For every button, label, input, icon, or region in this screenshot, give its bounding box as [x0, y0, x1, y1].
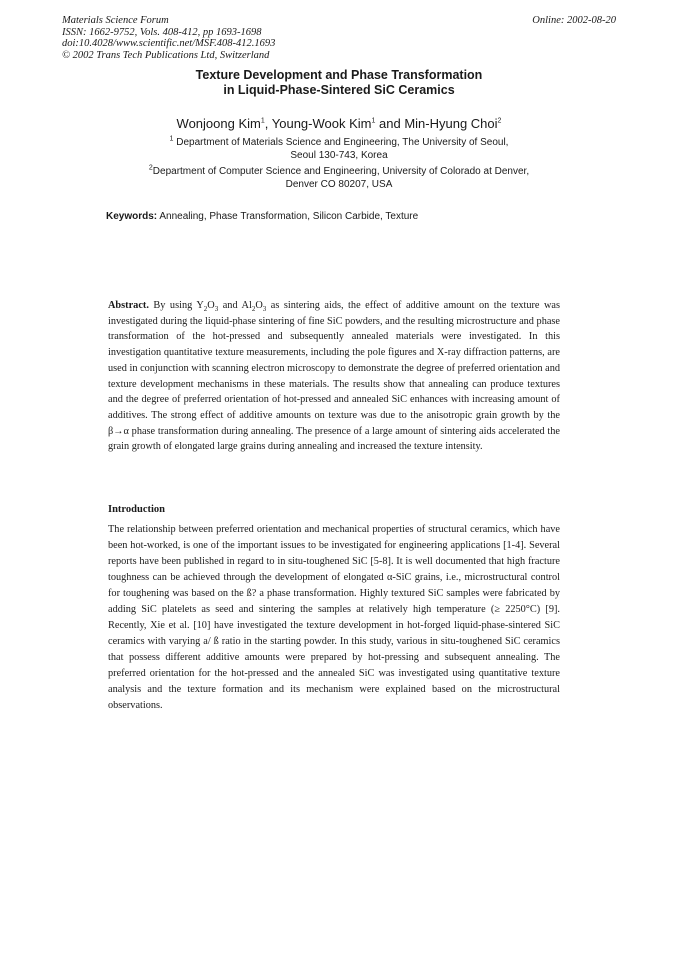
- abstract-text: O: [255, 300, 263, 311]
- abstract-text: O: [207, 300, 215, 311]
- author-list: [0, 116, 678, 131]
- author-name: Min-Hyung Choi: [404, 116, 498, 131]
- title-line-2: in Liquid-Phase-Sintered SiC Ceramics: [223, 83, 455, 97]
- abstract-paragraph: [108, 298, 560, 455]
- copyright-line: © 2002 Trans Tech Publications Ltd, Switzerland: [62, 49, 270, 61]
- affiliation-mark: 2: [148, 164, 153, 172]
- affiliation-2: [0, 166, 678, 191]
- keywords: [106, 211, 418, 222]
- affiliation-mark: 1: [260, 117, 265, 125]
- keywords-label: Keywords:: [106, 211, 158, 222]
- affiliation-line: Denver CO 80207, USA: [285, 178, 393, 190]
- paper-title: [0, 68, 678, 98]
- affiliation-line: Department of Computer Science and Engineering, University of Colorado at Denver,: [152, 166, 530, 177]
- affiliation-mark: 2: [497, 117, 502, 125]
- issn-line: ISSN: 1662-9752, Vols. 408-412, pp 1693-1698: [62, 26, 262, 38]
- affiliation-line: Department of Materials Science and Engineering, The University of Seoul,: [173, 137, 509, 148]
- introduction-paragraph: The relationship between preferred orientation and mechanical properties of structural ceramics, which have been hot-worked, is one of the important issues to be investigated for engineering applications [1-4]. Several reports have been published in regard to in situ-toughened SiC [5-8]. It is well documented that high fracture toughness can be achieved through the development of elongated α-SiC grains, i.e., microstructural control for toughening was based on the ß? a phase transformation. Highly textured SiC samples were fabricated by adding SiC platelets as seed and sintering the samples at relatively high temperature (≥ 2250°C) [9]. Recently, Xie et al. [10] have investigated the texture development in hot-forged liquid-phase-sintered SiC ceramics with varying a/ ß ratio in the starting powder. In this study, various in situ-toughened SiC ceramics that possess different additive amounts were prepared by hot-pressing and subsequent annealing. The preferred orientation for the hot-pressed and the annealed SiC was investigated using quantitative texture analysis and the texture formation and its mechanism were explained based on the microstructural observations.: [108, 524, 560, 711]
- affiliation-mark: 1: [371, 117, 376, 125]
- author-name: Wonjoong Kim: [176, 116, 261, 131]
- affiliation-1: [0, 137, 678, 162]
- subscript: 2: [203, 305, 208, 314]
- author-name: Young-Wook Kim: [271, 116, 372, 131]
- subscript: 3: [262, 305, 267, 314]
- abstract-text: By using Y: [148, 300, 204, 311]
- author-separator: and: [375, 116, 405, 131]
- author-separator: ,: [264, 116, 272, 131]
- title-line-1: Texture Development and Phase Transformation: [195, 68, 483, 82]
- abstract-label: Abstract.: [108, 300, 149, 311]
- journal-name: Materials Science Forum: [62, 15, 169, 26]
- keywords-text: Annealing, Phase Transformation, Silicon Carbide, Texture: [157, 211, 419, 222]
- online-date: Online: 2002-08-20: [532, 15, 616, 26]
- affiliation-mark: 1: [169, 135, 174, 143]
- affiliation-line: Seoul 130-743, Korea: [290, 149, 388, 161]
- doi-line[interactable]: doi:10.4028/www.scientific.net/MSF.408-412.1693: [62, 38, 276, 49]
- abstract-text: as sintering aids, the effect of additive amount on the texture was investigated during the liquid-phase sintering of fine SiC powders, and the resulting microstructure and phase transformation of the hot-pressed and subsequently annealed materials were investigated. In this investigation quantitative texture measurements, including the pole figures and X-ray diffraction patterns, are used in conjunction with scanning electron microscopy to demonstrate the degree of preferred orientation and texture development mechanisms in these materials. The results show that annealing can produce textures and the degree of preferred orientation of hot-pressed and annealed SiC enhances with increasing amount of additives. The strong effect of additive amounts on texture was due to the anisotropic grain growth by the β→α phase transformation during annealing. The presence of a large amount of sintering aids accelerated the grain growth of elongated large grains during annealing and increased the texture intensity.: [108, 300, 560, 453]
- publication-info: [62, 15, 275, 61]
- section-heading-introduction: Introduction: [108, 504, 165, 515]
- subscript: 2: [251, 305, 256, 314]
- abstract-text: and Al: [218, 300, 252, 311]
- subscript: 3: [214, 305, 219, 314]
